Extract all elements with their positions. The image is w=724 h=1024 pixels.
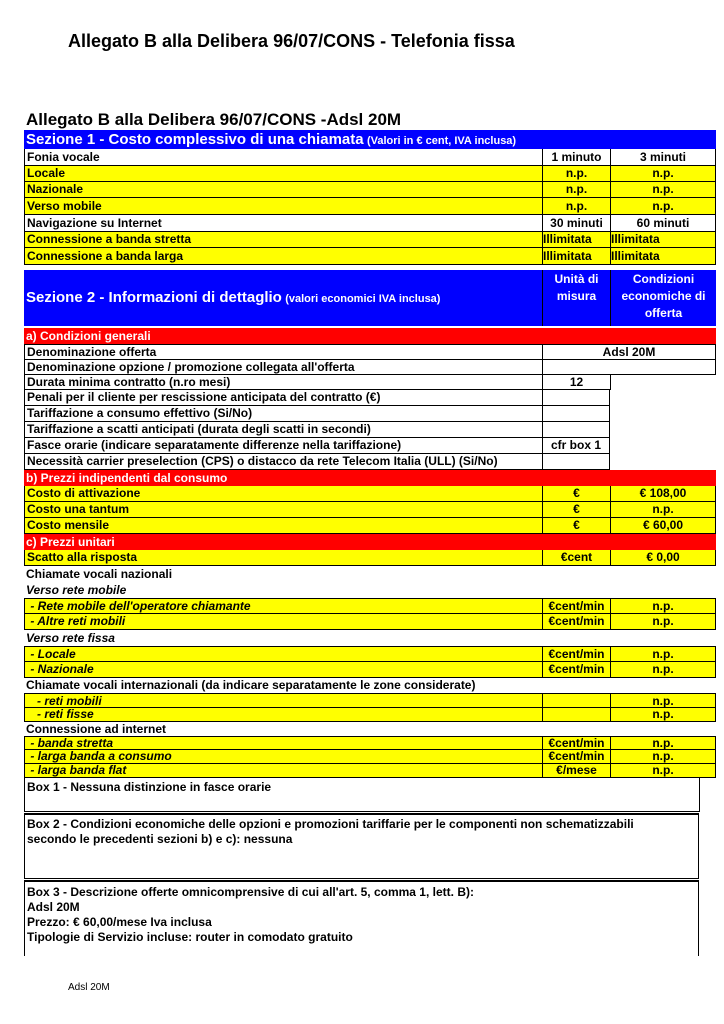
row-value: n.p. [610,708,716,722]
row-label: Costo di attivazione [24,486,542,502]
row-unit [542,693,610,708]
box3-line1: Box 3 - Descrizione offerte omnicomprensive di cui all'art. 5, comma 1, lett. B): [27,885,474,899]
table-row [24,344,716,360]
row-label: Durata minima contratto (n.ro mesi) [24,375,542,390]
row-value: Adsl 20M [542,344,716,360]
national-calls-label: Chiamate vocali nazionali [26,567,173,581]
section2-title: Sezione 2 - Informazioni di dettaglio [26,289,282,306]
row-label: - reti mobili [24,693,542,708]
row-col1 [542,454,610,470]
row-label: Denominazione offerta [24,344,542,360]
table-row [24,736,716,750]
page-title: Allegato B alla Delibera 96/07/CONS - Telefonia fissa [68,31,515,51]
row-unit [542,708,610,722]
row-label: - Altre reti mobili [24,614,542,630]
table-row [24,454,716,470]
table-row [24,750,716,764]
table-row [24,182,716,198]
row-label: Tariffazione a consumo effettivo (Si/No) [24,406,542,422]
row-col1: 12 [542,375,610,390]
row-value: € 108,00 [610,486,716,502]
row-label: Connessione a banda larga [24,248,542,265]
table-row [24,486,716,502]
section1-title: Sezione 1 - Costo complessivo di una chiamata [26,131,364,148]
row-unit: €/mese [542,764,610,778]
row-col1: cfr box 1 [542,438,610,454]
row-label: - Locale [24,646,542,662]
box1-text: Box 1 - Nessuna distinzione in fasce orarie [27,780,272,794]
row-unit: €cent [542,550,610,566]
row-col2: Illimitata [610,232,716,248]
box3-line2: Adsl 20M [27,900,80,914]
row-unit: €cent/min [542,598,610,614]
box-2 [24,813,699,879]
table-row [24,198,716,215]
row-value: n.p. [610,750,716,764]
row-label: Fasce orarie (indicare separatamente differenze nella tariffazione) [24,438,542,454]
row-label: - larga banda flat [24,764,542,778]
row-label: Nazionale [24,182,542,198]
row-label: Penali per il cliente per rescissione anticipata del contratto (€) [24,390,542,406]
voice-header-col2: 3 minuti [610,149,716,166]
unit-prices-header: c) Prezzi unitari [24,534,716,550]
fixed-network-label: Verso rete fissa [26,631,115,645]
table-row [24,166,716,182]
row-unit: €cent/min [542,646,610,662]
row-value: n.p. [610,598,716,614]
row-label: Connessione a banda stretta [24,232,542,248]
row-value: n.p. [610,614,716,630]
row-value: n.p. [610,693,716,708]
row-label: Tariffazione a scatti anticipati (durata degli scatti in secondi) [24,422,542,438]
section1-header [24,130,716,149]
box3-line4: Tipologie di Servizio incluse: router in comodato gratuito [27,930,353,944]
row-value: n.p. [610,662,716,678]
row-col1 [542,422,610,438]
row-label: - banda stretta [24,736,542,750]
table-row [24,390,716,406]
table-row [24,598,716,614]
internet-header-row [24,215,716,232]
table-row [24,502,716,518]
row-unit: €cent/min [542,750,610,764]
table-row [24,764,716,778]
row-value: € 60,00 [610,518,716,534]
mobile-network-label: Verso rete mobile [26,583,127,597]
internet-connection-label: Connessione ad internet [26,722,167,736]
voice-header-label: Fonia vocale [24,149,542,166]
row-value: n.p. [610,736,716,750]
row-col1 [542,360,716,375]
table-row [24,375,716,390]
row-unit: € [542,486,610,502]
row-label: Denominazione opzione / promozione collegata all'offerta [24,360,542,375]
section2-col2-header: Condizioni economiche di offerta [610,270,716,326]
row-col1 [542,390,610,406]
table-row [24,406,716,422]
row-label: - Rete mobile dell'operatore chiamante [24,598,542,614]
row-col1: n.p. [542,166,610,182]
row-col1: n.p. [542,182,610,198]
row-value: € 0,00 [610,550,716,566]
table-row [24,614,716,630]
section2-note: (valori economici IVA inclusa) [285,293,441,305]
row-unit: € [542,502,610,518]
page-footer: Adsl 20M [68,982,110,993]
table-row [24,518,716,534]
row-label: - larga banda a consumo [24,750,542,764]
row-label: - reti fisse [24,708,542,722]
table-row [24,646,716,662]
general-header: a) Condizioni generali [24,328,716,344]
box-3 [24,880,699,956]
row-col1: n.p. [542,198,610,215]
section2-col1-header: Unità di misura [542,270,610,326]
voice-header-row [24,149,716,166]
row-label: - Nazionale [24,662,542,678]
international-calls-label: Chiamate vocali internazionali (da indicare separatamente le zone considerate) [26,678,476,692]
row-col1: Illimitata [542,232,610,248]
table-row [24,438,716,454]
row-label: Scatto alla risposta [24,550,542,566]
section1-note: (Valori in € cent, IVA inclusa) [366,135,517,147]
fixed-prices-header: b) Prezzi indipendenti dal consumo [24,470,716,486]
row-label: Verso mobile [24,198,542,215]
row-unit: €cent/min [542,614,610,630]
table-row [24,422,716,438]
internet-header-label: Navigazione su Internet [24,215,542,232]
row-label: Locale [24,166,542,182]
row-col2: n.p. [610,166,716,182]
row-col2: Illimitata [610,248,716,265]
row-unit: €cent/min [542,662,610,678]
row-col2: n.p. [610,198,716,215]
row-label: Costo mensile [24,518,542,534]
box2-line2: secondo le precedenti sezioni b) e c): nessuna [27,832,293,846]
box2-line1: Box 2 - Condizioni economiche delle opzioni e promozioni tariffarie per le componenti non schematizzabili [27,817,634,831]
row-unit: € [542,518,610,534]
row-label: Costo una tantum [24,502,542,518]
row-col2: n.p. [610,182,716,198]
internet-header-col1: 30 minuti [542,215,610,232]
row-value: n.p. [610,764,716,778]
table-row [24,360,716,375]
internet-header-col2: 60 minuti [610,215,716,232]
box-1 [24,778,700,812]
row-col1: Illimitata [542,248,610,265]
row-label: Necessità carrier preselection (CPS) o distacco da rete Telecom Italia (ULL) (Si/No) [24,454,542,470]
row-unit: €cent/min [542,736,610,750]
table-row [24,248,716,265]
section2-header [24,270,716,326]
document-title: Allegato B alla Delibera 96/07/CONS -Adsl 20M [26,110,402,129]
row-col1 [542,406,610,422]
table-row [24,693,716,708]
table-row [24,232,716,248]
table-row [24,550,716,566]
box3-line3: Prezzo: € 60,00/mese Iva inclusa [27,915,212,929]
row-value: n.p. [610,646,716,662]
row-empty [610,375,716,390]
table-row [24,662,716,678]
table-row [24,708,716,722]
row-value: n.p. [610,502,716,518]
voice-header-col1: 1 minuto [542,149,610,166]
